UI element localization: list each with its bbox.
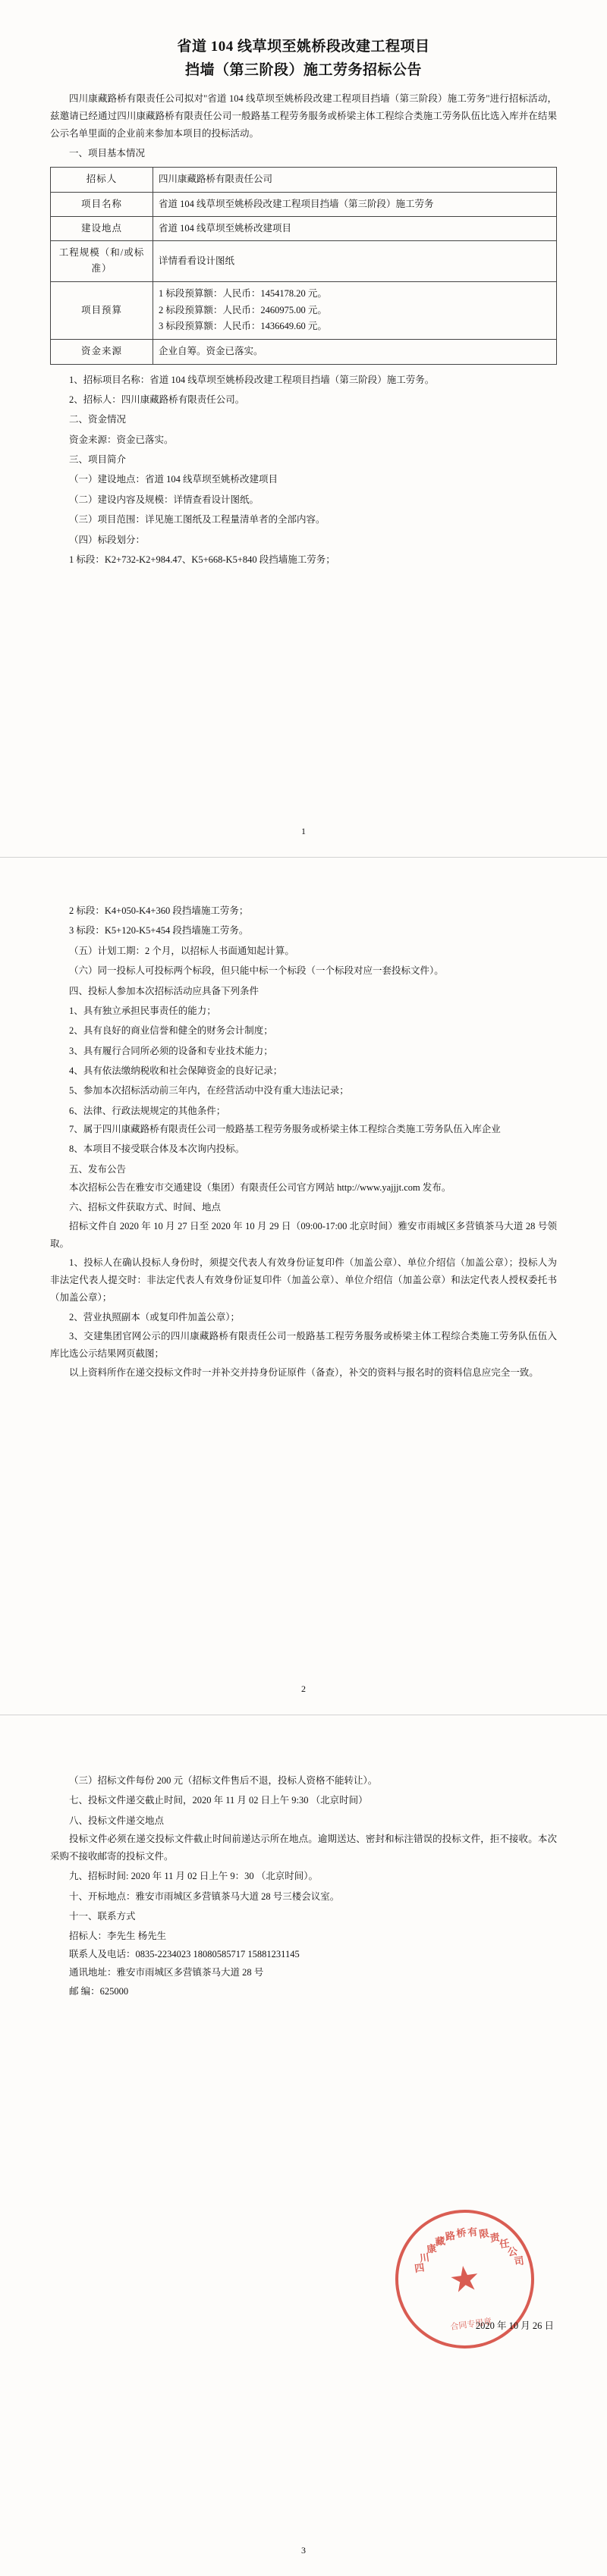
row-label-bidder: 招标人 <box>51 168 153 192</box>
document-title <box>50 35 557 83</box>
section-8-body: 投标文件必须在递交投标文件截止时间前递达示所在地点。逾期送达、密封和标注错误的投标文件，拒不接收。本次采购不接收邮寄的投标文件。 <box>50 1834 557 1862</box>
section-3-item-3: （三）项目范围：详见施工图纸及工程量清单者的全部内容。 <box>69 514 326 526</box>
page-number-1: 1 <box>301 826 306 836</box>
seal-bottom-text: 合同专用章 <box>449 2317 492 2333</box>
budget-line-3: 3 标段预算额：人民币：1436649.60 元。 <box>159 321 327 332</box>
section-3-lot-1: 1 标段：K2+732-K2+984.47、K5+668-K5+840 段挡墙施工劳务； <box>69 554 335 565</box>
project-info-table <box>50 167 557 364</box>
section-6-paragraph-5: 以上资料所作在递交投标文件时一并补交并持身份证原件（备查），补交的资料与报名时的资料信息应完全一致。 <box>69 1366 539 1378</box>
document-title-line-1: 省道 104 线草坝至姚桥段改建工程项目 <box>177 39 430 55</box>
company-seal-stamp <box>386 2201 543 2358</box>
section-4-item-2: 2、具有良好的商业信誉和健全的财务会计制度； <box>69 1025 273 1037</box>
section-6-paragraph-1: 招标文件自 2020 年 10 月 27 日至 2020 年 10 月 29 日（09:00-17:00 北京时间）雅安市雨城区多营镇茶马大道 28 号领取。 <box>50 1220 557 1249</box>
list-item-2: 2、招标人：四川康藏路桥有限责任公司。 <box>69 394 245 405</box>
row-label-location: 建设地点 <box>51 216 153 240</box>
section-4-heading: 四、投标人参加本次招标活动应具备下列条件 <box>69 985 259 996</box>
row-label-project-name: 项目名称 <box>51 192 153 216</box>
contact-line-3: 通讯地址：雅安市雨城区多营镇茶马大道 28 号 <box>69 1967 264 1978</box>
section-10-heading: 十、开标地点：雅安市雨城区多营镇茶马大道 28 号三楼会议室。 <box>69 1890 340 1902</box>
section-6-paragraph-4: 3、交建集团官网公示的四川康藏路桥有限责任公司一般路基工程劳务服务或桥梁主体工程综合类施工劳务队伍伍入库比选公示结果网页截图； <box>50 1330 557 1359</box>
section-3-lot-2: 2 标段：K4+050-K4+360 段挡墙施工劳务； <box>69 905 249 916</box>
contact-line-4: 邮 编：625000 <box>69 1985 129 1997</box>
row-value-funding-source: 企业自筹。资金已落实。 <box>153 340 557 364</box>
table-row <box>51 241 557 282</box>
page-number-2: 2 <box>301 1683 306 1694</box>
section-1-heading: 一、项目基本情况 <box>69 148 146 159</box>
section-6-heading: 六、招标文件获取方式、时间、地点 <box>69 1202 222 1213</box>
document-page-2 <box>0 858 607 1715</box>
section-3-heading: 三、项目简介 <box>69 454 127 466</box>
table-row <box>51 168 557 192</box>
document-page-3 <box>0 1715 607 2576</box>
section-3-lot-3: 3 标段：K5+120-K5+454 段挡墙施工劳务。 <box>69 925 249 937</box>
list-item-1: 1、招标项目名称：省道 104 线草坝至姚桥段改建工程项目挡墙（第三阶段）施工劳务。 <box>69 374 435 385</box>
row-label-budget: 项目预算 <box>51 281 153 340</box>
section-4-item-6: 6、法律、行政法规规定的其他条件； <box>69 1105 226 1116</box>
section-5-heading: 五、发布公告 <box>69 1163 127 1175</box>
table-row <box>51 216 557 240</box>
section-3-item-4: （四）标段划分： <box>69 534 146 545</box>
section-7-heading: 七、投标文件递交截止时间，2020 年 11 月 02 日上午 9:30 （北京时间） <box>69 1795 368 1806</box>
row-label-funding-source: 资金来源 <box>51 340 153 364</box>
section-5-body: 本次招标公告在雅安市交通建设（集团）有限责任公司官方网站 http://www.yajjjt.com 发布。 <box>69 1182 451 1193</box>
contact-line-1: 招标人：李先生 杨先生 <box>69 1930 167 1941</box>
page-number-3: 3 <box>301 2545 306 2556</box>
section-6-paragraph-2: 1、投标人在确认投标人身份时，须提交代表人有效身份证复印件（加盖公章）、单位介绍信（加盖公章）；投标人为非法定代表人提交时：非法定代表人有效身份证复印件（加盖公章）、单位介绍信（加盖公章）和法定代表人授权委托书（加盖公章）； <box>50 1257 557 1303</box>
seal-arc-text: 四 川 康 藏 路 桥 有 限 责 任 公 司 <box>414 2225 526 2274</box>
section-2-heading: 二、资金情况 <box>69 414 127 425</box>
section-8-heading: 八、投标文件递交地点 <box>69 1815 165 1826</box>
section-3-item-6: （六）同一投标人可投标两个标段，但只能中标一个标段（一个标段对应一套投标文件）。 <box>69 965 444 977</box>
document-page-1 <box>0 0 607 857</box>
seal-date: 2020 年 10 月 26 日 <box>475 2320 554 2331</box>
table-row <box>51 340 557 364</box>
section-9-heading: 九、招标时间: 2020 年 11 月 02 日上午 9：30 （北京时间）。 <box>69 1871 319 1882</box>
row-value-bidder: 四川康藏路桥有限责任公司 <box>153 168 557 192</box>
row-value-scale: 详情看看设计图纸 <box>153 241 557 282</box>
section-4-item-7: 7、属于四川康藏路桥有限责任公司一般路基工程劳务服务或桥梁主体工程综合类施工劳务队伍入库企业 <box>69 1124 501 1135</box>
contact-line-2: 联系人及电话：0835-2234023 18080585717 15881231145 <box>69 1948 300 1959</box>
section-4-item-4: 4、具有依法缴纳税收和社会保障资金的良好记录； <box>69 1065 283 1076</box>
row-label-scale: 工程规模（和/或标准） <box>51 241 153 282</box>
row-value-project-name: 省道 104 线草坝至姚桥段改建工程项目挡墙（第三阶段）施工劳务 <box>153 192 557 216</box>
section-4-item-5: 5、参加本次招标活动前三年内，在经营活动中没有重大违法记录； <box>69 1085 349 1097</box>
section-3-item-2: （二）建设内容及规模：详情查看设计图纸。 <box>69 494 259 505</box>
section-6-paragraph-6: （三）招标文件每份 200 元（招标文件售后不退，投标人资格不能转让）。 <box>69 1775 378 1786</box>
section-4-item-8: 8、本项目不接受联合体及本次询内投标。 <box>69 1144 245 1155</box>
section-4-item-3: 3、具有履行合同所必须的设备和专业技术能力； <box>69 1045 273 1056</box>
section-4-item-1: 1、具有独立承担民事责任的能力； <box>69 1005 216 1016</box>
row-value-location: 省道 104 线草坝至姚桥改建项目 <box>153 216 557 240</box>
document-title-line-2: 挡墙（第三阶段）施工劳务招标公告 <box>184 62 422 79</box>
section-11-heading: 十一、联系方式 <box>69 1911 136 1922</box>
budget-line-1: 1 标段预算额：人民币：1454178.20 元。 <box>159 287 327 299</box>
row-value-budget <box>153 281 557 340</box>
seal-star-icon: ★ <box>446 2257 483 2301</box>
section-3-item-5: （五）计划工期：2 个月，以招标人书面通知起计算。 <box>69 945 294 956</box>
intro-paragraph: 四川康藏路桥有限责任公司拟对"省道 104 线草坝至姚桥段改建工程项目挡墙（第三阶段）施工劳务"进行招标活动，兹邀请已经通过四川康藏路桥有限责任公司一般路基工程劳务服务或桥梁主体工程综合类施工劳务队伍比选入库并在结果公示名单里面的企业前来参加本项目的投标活动。 <box>50 93 557 139</box>
section-3-item-1: （一）建设地点：省道 104 线草坝至姚桥改建项目 <box>69 474 278 485</box>
section-6-paragraph-3: 2、营业执照副本（或复印件加盖公章）； <box>69 1312 241 1323</box>
section-2-body: 资金来源：资金已落实。 <box>69 434 174 445</box>
table-row <box>51 192 557 216</box>
budget-line-2: 2 标段预算额：人民币：2460975.00 元。 <box>159 304 327 315</box>
table-row <box>51 281 557 340</box>
